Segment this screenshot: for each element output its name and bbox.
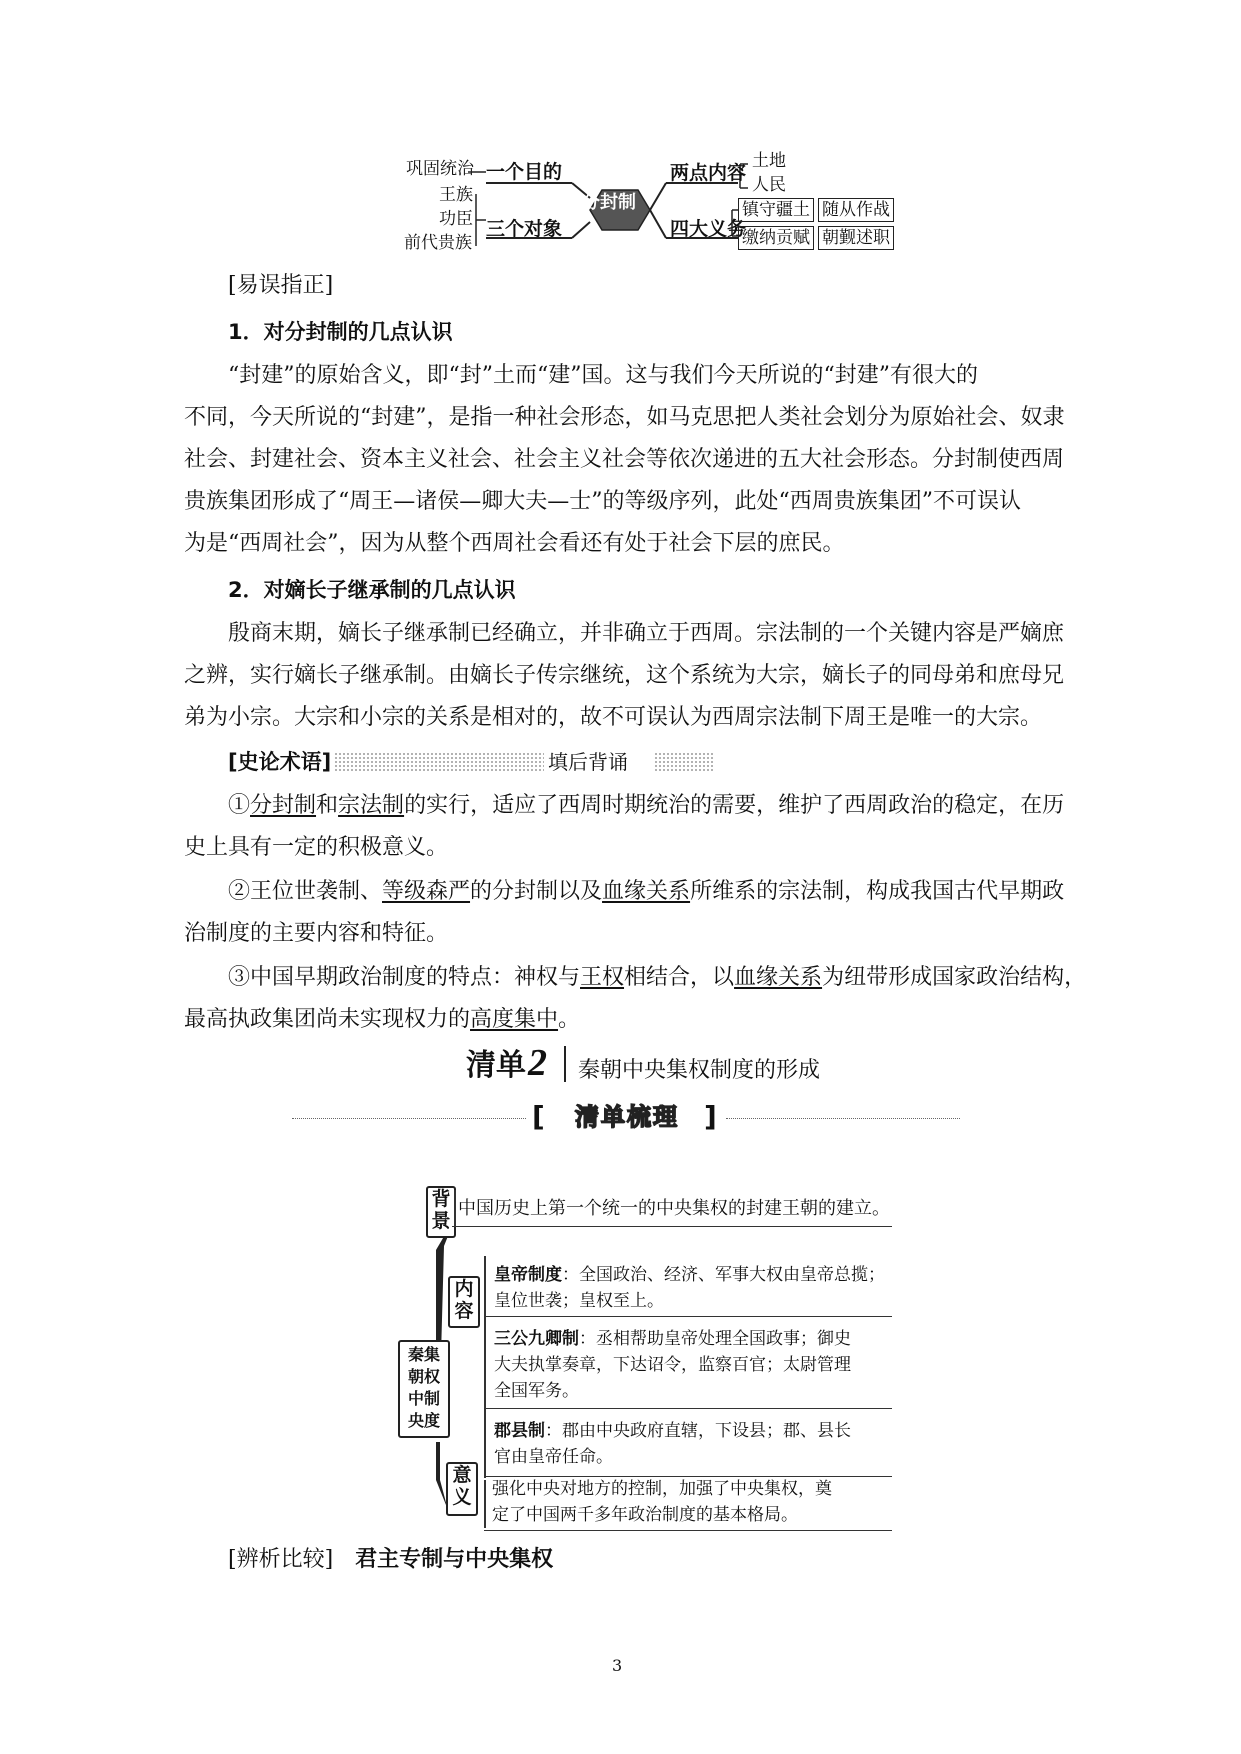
item1-title: 1．对分封制的几点认识 [228, 320, 453, 344]
list-label: 清单 [466, 1048, 526, 1083]
c2-title: 三公九卿制 [494, 1329, 579, 1349]
banner-bracket-left: [ [532, 1100, 545, 1133]
errors-heading: [易误指正] [228, 273, 334, 298]
c3-line2: 官由皇帝任命。 [494, 1447, 613, 1467]
term-underlined: 血缘关系 [734, 965, 823, 990]
meaning-label-box: 意 义 [446, 1462, 478, 1516]
label-former-nobles: 前代贵族 [404, 233, 472, 253]
list-divider [564, 1046, 566, 1082]
c2-line1: 三公九卿制：丞相帮助皇帝处理全国政事；御史 [494, 1329, 851, 1349]
duty-bracket [726, 208, 740, 238]
term2-line1: ②王位世袭制、等级森严的分封制以及血缘关系所维系的宗法制，构成我国古代早期政 [228, 879, 1065, 904]
c2-line3: 全国军务。 [494, 1381, 579, 1401]
content-people: 人民 [752, 175, 786, 195]
list-number: 2 [528, 1042, 547, 1084]
c1-line2: 皇位世袭；皇权至上。 [494, 1291, 664, 1311]
c2-rule [484, 1408, 892, 1409]
meaning-rule [484, 1530, 892, 1531]
content-label-box: 内 容 [448, 1276, 480, 1328]
terms-note: 填后背诵 [548, 750, 628, 774]
duty-fight: 随从作战 [818, 198, 894, 222]
item2-line: 弟为小宗。大宗和小宗的关系是相对的，故不可误认为西周宗法制下周王是唯一的大宗。 [184, 705, 1043, 730]
term-underlined: 王权 [580, 965, 625, 990]
label-royal: 王族 [439, 185, 473, 205]
compare-line [228, 1546, 553, 1574]
center-fengjian: 分封制 [582, 192, 636, 213]
label-merit: 功臣 [439, 209, 473, 229]
content-left-rule [484, 1256, 486, 1478]
bg-left-rule [454, 1190, 456, 1226]
term-underlined: 分封制 [250, 793, 317, 818]
term1-line1: ①分封制和宗法制的实行，适应了西周时期统治的需要，维护了西周政治的稳定，在历 [228, 793, 1065, 818]
c3-title: 郡县制 [494, 1421, 545, 1441]
meaning-line2: 定了中国两千多年政治制度的基本格局。 [492, 1505, 798, 1525]
c3-line1: 郡县制：郡由中央政府直辖，下设县；郡、县长 [494, 1421, 851, 1441]
page-number: 3 [612, 1656, 623, 1675]
duty-tribute: 缴纳贡赋 [738, 226, 814, 250]
content-label: 两点内容 [670, 162, 747, 184]
item1-line: 贵族集团形成了“周王—诸侯—卿大夫—士”的等级序列，此处“西周贵族集团”不可误认 [184, 489, 1021, 514]
c1-line1: 皇帝制度：全国政治、经济、军事大权由皇帝总揽； [494, 1265, 885, 1285]
item1-line: 社会、封建社会、资本主义社会、社会主义社会等依次递进的五大社会形态。分封制使西周 [184, 447, 1065, 472]
bg-underline [452, 1226, 892, 1227]
label-consolidate: 巩固统治 [406, 159, 474, 179]
banner-bracket-right: ] [704, 1100, 717, 1133]
banner-line-left [292, 1118, 526, 1119]
c2-line2: 大夫执掌奏章，下达诏令，监察百官；太尉管理 [494, 1355, 851, 1375]
item2-title: 2．对嫡长子继承制的几点认识 [228, 578, 516, 602]
item1-line: “封建”的原始含义，即“封”土而“建”国。这与我们今天所说的“封建”有很大的 [228, 363, 978, 388]
banner-title: 清单梳理 [575, 1103, 679, 1131]
terms-dots-right [654, 752, 714, 772]
objects-label: 三个对象 [486, 218, 563, 240]
term3-line2: 最高执政集团尚未实现权力的高度集中。 [184, 1007, 581, 1032]
banner-line-right [726, 1118, 960, 1119]
duty-audience: 朝觐述职 [818, 226, 894, 250]
duty-guard: 镇守疆土 [738, 198, 814, 222]
item1-line: 为是“西周社会”，因为从整个西周社会看还有处于社会下层的庶民。 [184, 531, 845, 556]
bg-label: 背 景 [426, 1186, 456, 1238]
term-underlined: 血缘关系 [602, 879, 691, 904]
term1-line2: 史上具有一定的积极意义。 [184, 835, 449, 860]
qin-root: 秦集 朝权 中制 央度 [398, 1340, 450, 1438]
terms-heading: [史论术语] [228, 750, 332, 774]
purpose-label: 一个目的 [486, 161, 563, 183]
duties-label: 四大义务 [670, 218, 747, 240]
term-underlined: 等级森严 [382, 879, 471, 904]
item2-line: 之辨，实行嫡长子继承制。由嫡长子传宗继统，这个系统为大宗，嫡长子的同母弟和庶母兄 [184, 663, 1065, 688]
term-underlined: 高度集中 [470, 1007, 559, 1032]
terms-dots [334, 752, 544, 772]
meaning-left-rule [484, 1480, 486, 1528]
term-underlined: 宗法制 [338, 793, 405, 818]
item2-line: 殷商末期，嫡长子继承制已经确立，并非确立于西周。宗法制的一个关键内容是严嫡庶 [228, 621, 1065, 646]
term2-line2: 治制度的主要内容和特征。 [184, 921, 449, 946]
content-land: 土地 [752, 151, 786, 171]
meaning-line1: 强化中央对地方的控制，加强了中央集权，奠 [492, 1479, 832, 1499]
compare-title: 君主专制与中央集权 [355, 1547, 554, 1572]
item1-line: 不同，今天所说的“封建”，是指一种社会形态，如马克思把人类社会划分为原始社会、奴隶 [184, 405, 1065, 430]
bg-text: 中国历史上第一个统一的中央集权的封建王朝的建立。 [458, 1198, 890, 1219]
term3-line1: ③中国早期政治制度的特点：神权与王权相结合，以血缘关系为纽带形成国家政治结构， [228, 965, 1087, 990]
c1-rule [484, 1316, 892, 1317]
list-title: 秦朝中央集权制度的形成 [578, 1058, 821, 1083]
compare-heading: [辨析比较] [228, 1547, 334, 1572]
c1-title: 皇帝制度 [494, 1265, 562, 1285]
